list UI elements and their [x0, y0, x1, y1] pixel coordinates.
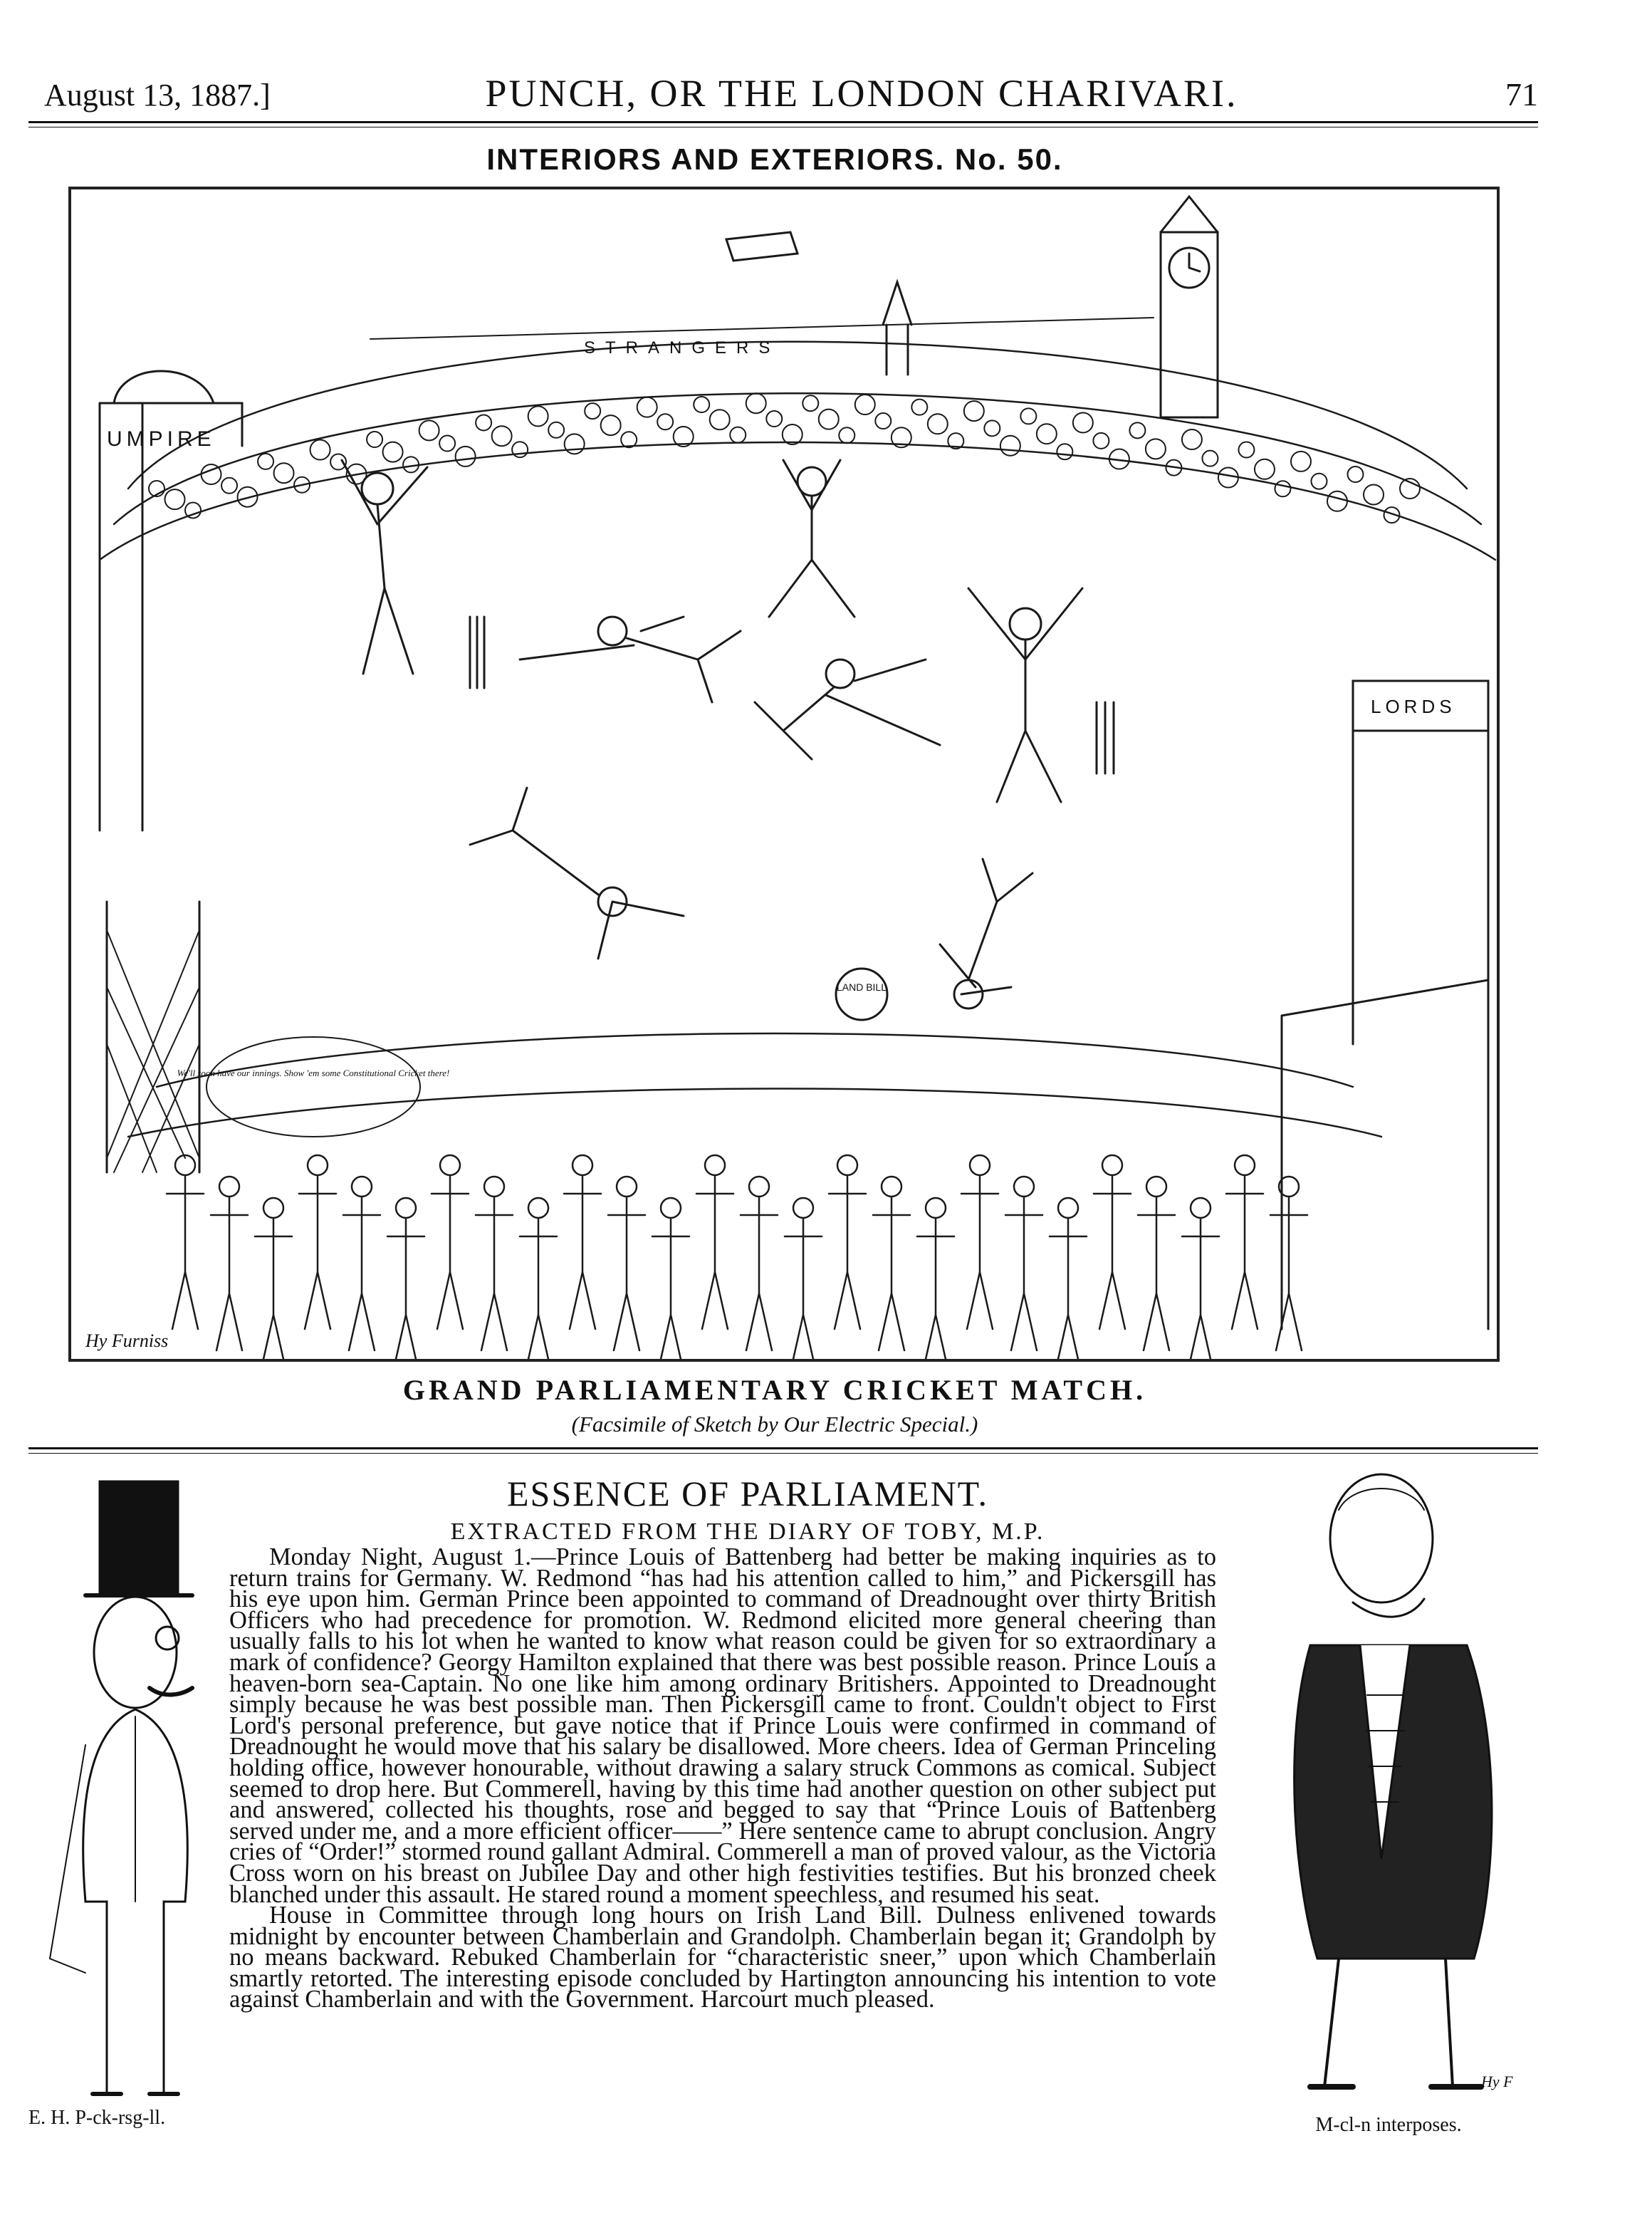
crowd-head	[1073, 412, 1093, 432]
crowd-head	[984, 420, 1000, 436]
crowd-head	[419, 420, 439, 440]
lords-label: LORDS	[1371, 696, 1456, 717]
crowd-head	[964, 401, 984, 421]
crowd-head	[1093, 433, 1109, 449]
crowd-head	[1182, 429, 1202, 449]
article-body	[229, 1543, 1216, 2013]
crowd-figure	[476, 1177, 513, 1350]
crowd-figure	[1005, 1177, 1042, 1350]
wicket-right	[1097, 702, 1114, 773]
leaping-player	[470, 788, 684, 959]
crowd-figure	[211, 1177, 248, 1350]
crowd-head	[274, 463, 294, 483]
diving-player-2	[755, 660, 940, 759]
falling-player	[940, 859, 1032, 1009]
portrait-signature: Hy F	[1481, 2073, 1513, 2090]
header-rule	[28, 121, 1538, 123]
crowd-head	[202, 464, 221, 484]
artist-signature: Hy Furniss	[85, 1330, 169, 1351]
crowd-head	[819, 410, 839, 429]
crowd-figure	[343, 1177, 380, 1350]
crowd-head	[657, 414, 673, 429]
crowd-head	[221, 478, 237, 494]
crowd-figure	[1182, 1198, 1219, 1359]
speech-text: We'll soon have our innings. Show 'em some Constitutional Cricket there!	[177, 1068, 450, 1078]
crowd-lower-figures	[167, 1155, 1307, 1359]
crowd-head	[875, 413, 891, 429]
crowd-head	[911, 400, 927, 415]
crowd-head	[585, 403, 600, 419]
crowd-figure	[608, 1177, 645, 1350]
crowd-head	[1000, 436, 1020, 456]
article-subtitle: EXTRACTED FROM THE DIARY OF TOBY, M.P.	[450, 1518, 1045, 1545]
crowd-head	[746, 393, 766, 413]
crowd-head	[439, 436, 455, 452]
umpire-pavilion	[100, 371, 242, 1172]
crowd-figure	[255, 1198, 292, 1359]
crowd-head	[1057, 444, 1072, 459]
crowd-figure	[1270, 1177, 1307, 1350]
article-paragraph: Monday Night, August 1.—Prince Louis of Battenberg had better be making inquiries as to return trains for Germany. W. Redmond “has had his attention called to him,” and Pickersgill has his eye upon him. German Prince been appointed to command of Dreadnought over thirty British Officers who had precedence for promotion. W. Redmond elicited more general cheering than usually falls to his lot when he wanted to know what reason could be given for so extraordinary a mark of confidence? Georgy Hamilton explained that there was best possible reason. Prince Louis a heaven-born sea-Captain. No one like him among ordinary Britishers. Appointed to Dreadnought simply because he was best possible man. Then Pickersgill came to front. Couldn't object to First Lord's personal preference, but gave notice that if Prince Louis were confirmed in command of Dreadnought he would move that his salary be disallowed. More cheers. Idea of German Princeling holding office, however honourable, without drawing a salary struck Commons as comical. Subject seemed to drop here. But Commerell, having by this time had another question on other subject put and answered, collected his thoughts, rose and begged to say that “Prince Louis of Battenberg served under me, and a more efficient officer——” Here sentence came to abrupt conclusion. Angry cries of “Order!” stormed round gallant Admiral. Commerell a man of proved valour, as the Victoria Cross worn on his breast on Jubilee Day and other high festivities testifies. But his bronzed cheek blanched under this assault. He stared round a moment speechless, and resumed his seat.	[229, 1543, 1216, 1908]
crowd-head	[694, 397, 709, 412]
left-portrait-caption: E. H. P-ck-rsg-ll.	[28, 2107, 166, 2129]
crowd-head	[492, 426, 512, 446]
diving-player-1	[520, 617, 741, 702]
crowd-figure	[652, 1198, 689, 1359]
crowd-head	[601, 415, 621, 435]
publication-title: PUNCH, OR THE LONDON CHARIVARI.	[485, 72, 1238, 115]
crowd-head	[839, 427, 854, 443]
portrait-pickersgill	[28, 1460, 228, 2101]
crowd-head	[367, 432, 382, 447]
crowd-head	[512, 442, 528, 457]
crowd-head	[1311, 474, 1327, 489]
crowd-figure	[1138, 1177, 1175, 1350]
crowd-head	[1327, 491, 1347, 511]
crowd-figure	[520, 1198, 557, 1359]
article-paragraph: House in Committee through long hours on Irish Land Bill. Dulness enlivened towards midnight by encounter between Chamberlain and Grandolph. Chamberlain began it; Grandolph by no means backward. Rebuked Chamberlain for “characteristic sneer,” upon which Chamberlain smartly retorted. The interesting episode concluded by Hartington announcing his intention to vote against Chamberlain and with the Government. Harcourt much pleased.	[229, 1902, 1216, 2013]
crowd-head	[310, 440, 330, 460]
crowd-figure	[564, 1155, 601, 1329]
crowd-head	[1202, 451, 1218, 467]
crowd-head	[710, 410, 730, 429]
wicket-left	[470, 617, 484, 688]
page-number: 71	[1505, 76, 1538, 113]
crowd-head	[528, 406, 548, 426]
crowd-head	[803, 395, 818, 411]
crowd-head	[928, 414, 948, 434]
crowd-head	[456, 447, 476, 467]
crowd-upper	[100, 342, 1495, 560]
crowd-head	[1364, 484, 1384, 504]
crowd-head	[855, 395, 875, 415]
crowd-head	[1020, 408, 1036, 424]
crowd-figure	[387, 1198, 424, 1359]
crowd-head	[621, 432, 637, 447]
crowd-head	[1291, 452, 1311, 471]
crowd-figure	[917, 1198, 954, 1359]
batsman-figure	[342, 460, 427, 674]
crowd-head	[1275, 481, 1290, 496]
crowd-figure	[299, 1155, 336, 1329]
crowd-figure	[785, 1198, 822, 1359]
issue-date: August 13, 1887.]	[44, 78, 271, 113]
ball-label: LAND BILL	[836, 981, 887, 993]
crowd-figure	[961, 1155, 998, 1329]
crowd-figure	[1094, 1155, 1131, 1329]
crowd-figure	[741, 1177, 778, 1350]
portrait-maclean	[1267, 1460, 1524, 2108]
section-rule-thin	[28, 1453, 1538, 1454]
lords-stand	[1282, 681, 1488, 1329]
crowd-head	[548, 422, 564, 438]
crowd-figure	[829, 1155, 866, 1329]
crowd-figure	[1226, 1155, 1263, 1329]
crowd-figure	[873, 1177, 910, 1350]
section-rule	[28, 1447, 1538, 1449]
crowd-head	[637, 397, 657, 417]
crowd-heads	[149, 393, 1420, 523]
umpire-label: UMPIRE	[107, 427, 216, 451]
cartoon-subcaption: (Facsimile of Sketch by Our Electric Special.)	[571, 1412, 978, 1437]
crowd-lower	[128, 1033, 1381, 1137]
crowd-head	[1255, 459, 1275, 479]
crowd-head	[1218, 468, 1238, 488]
crowd-figure	[432, 1155, 469, 1329]
crowd-head	[1129, 422, 1145, 438]
right-portrait-caption: M-cl-n interposes.	[1315, 2114, 1462, 2136]
crowd-head	[185, 502, 201, 518]
land-bill-ball	[836, 969, 887, 1020]
cartoon-caption: GRAND PARLIAMENTARY CRICKET MATCH.	[402, 1374, 1147, 1406]
fielder-top	[769, 460, 854, 617]
crowd-head	[476, 415, 491, 430]
cricket-cartoon	[68, 187, 1500, 1362]
big-ben-illustration	[370, 197, 1218, 417]
crowd-head	[258, 454, 273, 469]
article-title: ESSENCE OF PARLIAMENT.	[506, 1474, 989, 1513]
crowd-head	[1347, 467, 1363, 482]
strangers-label: STRANGERS	[584, 338, 780, 358]
crowd-head	[1238, 442, 1254, 458]
crowd-head	[730, 427, 746, 443]
crowd-figure	[167, 1155, 204, 1329]
crowd-head	[565, 434, 585, 454]
cartoon-heading: INTERIORS AND EXTERIORS. No. 50.	[486, 142, 1063, 176]
celebrating-player	[968, 588, 1082, 802]
crowd-figure	[1050, 1198, 1087, 1359]
crowd-head	[165, 489, 185, 509]
crowd-head	[1037, 424, 1057, 444]
crowd-figure	[696, 1155, 733, 1329]
crowd-head	[1146, 439, 1166, 459]
crowd-head	[383, 442, 403, 462]
crowd-head	[766, 411, 782, 427]
